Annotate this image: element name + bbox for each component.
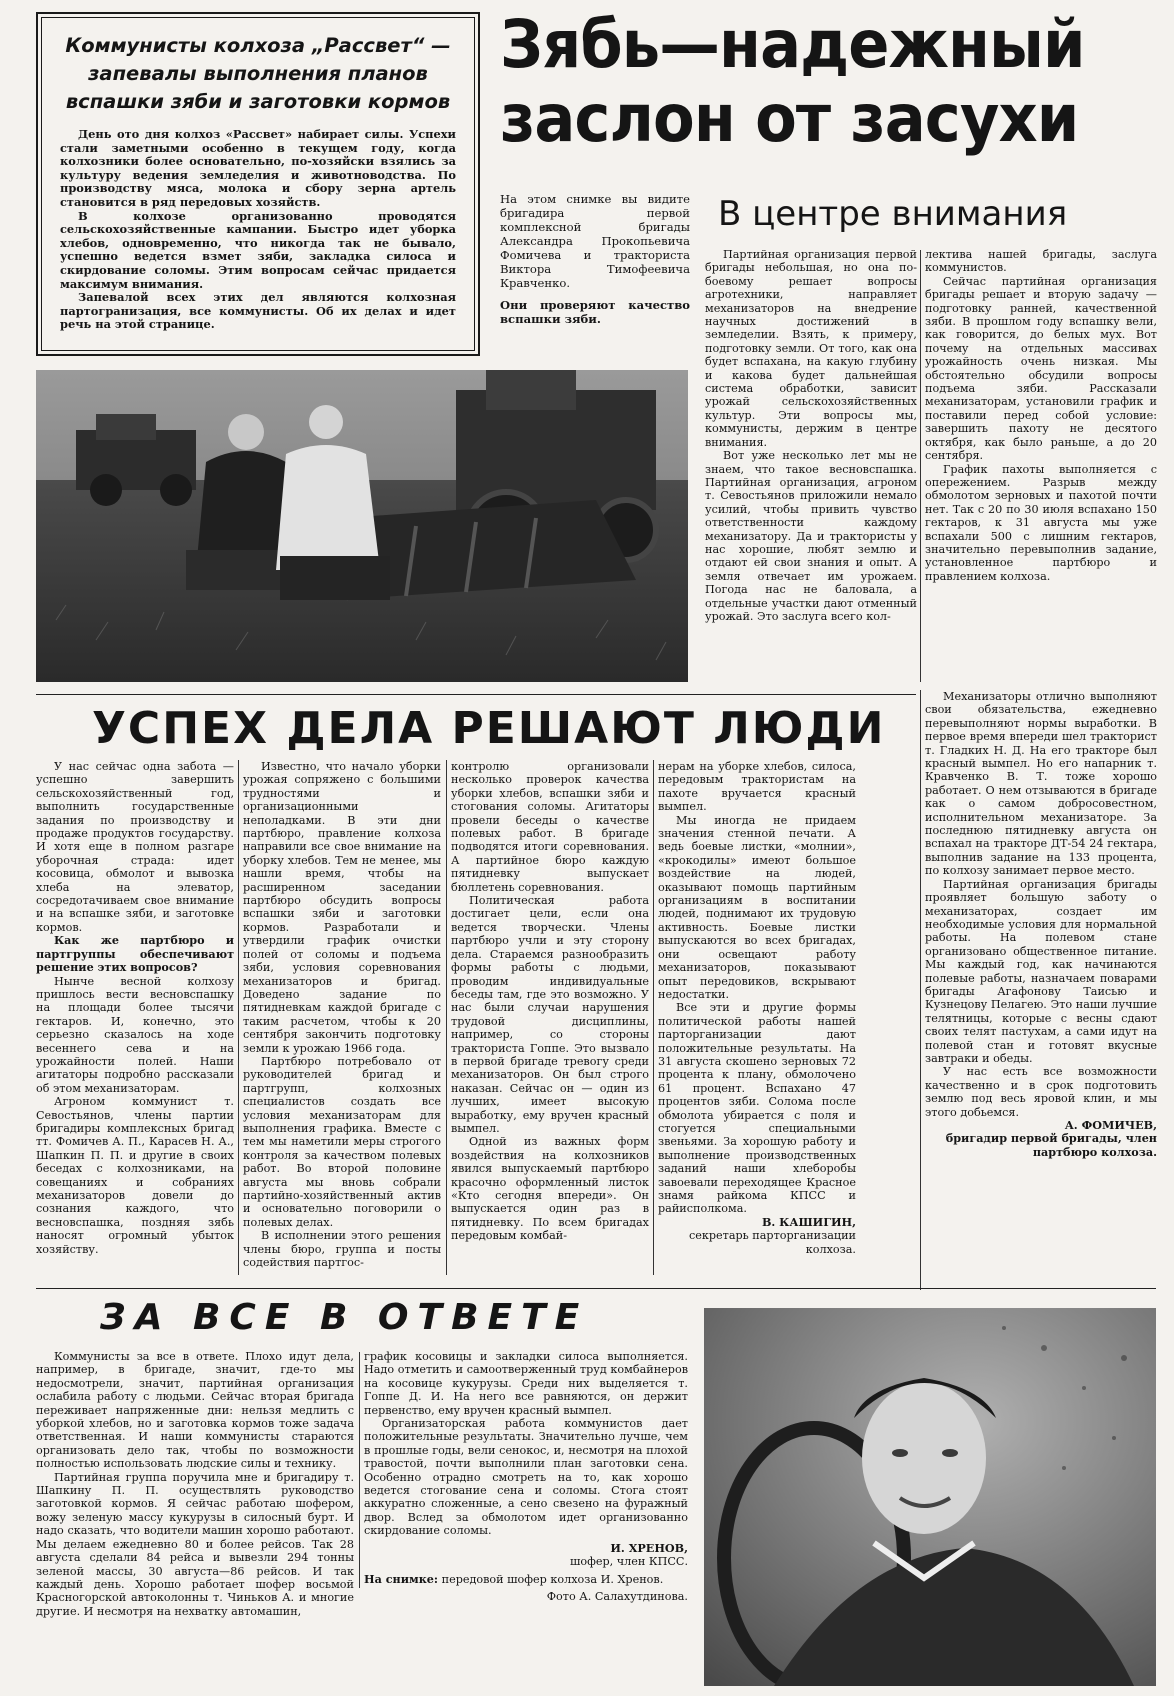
success-signature-title: секретарь партоpганизации колхоза. <box>688 1229 856 1256</box>
photo-note-label: На снимке: <box>364 1571 439 1586</box>
photo-note-text: передовой шофер колхоза И. Хренов. <box>441 1572 664 1586</box>
article-paragraph: Все эти и другие формы политической работы нашей партоpганизации дают положительные результаты. На 31 августа скошено зерновых 72 процента к плану, обмолочено 61 процент. Вспахано 47 процентов зяби. Солома после обмолота убирается с поля и стогуется специальными звеньями. За хорошую работу и выполнение производственных заданий наши хлеборобы завоевали переходящее Красное знамя райкома КПСС и райисполкома. <box>658 1001 856 1216</box>
article-paragraph: Партийная группа поручила мне и бригадиру т. Шапкину П. П. осуществлять руководство заготовкой кормов. Я сейчас работаю шофером, вожу зеленую массу кукурузы в силосный бурт. И надо сказать, что водители машин хорошо работают. Мы делаем ежедневно 80 и более рейсов. Так 28 августа сделали 84 рейса и вывезли 294 тонны зеленой массы, 30 августа—86 рейсов. И так каждый день. Хорошо работает шофер восьмой Красногорской автоколонны т. Чиньков А. и многие другие. И несмотря на нехватку автомашин, <box>36 1470 354 1618</box>
article-paragraph: контролю организовали несколько проверок качества уборки хлебов, вспашки зяби и стогования соломы. Агитаторы провели беседы о качестве полевых работ. В бригаде подводятся итоги соревнования. А партийное бюро каждую пятидневку выпускает бюллетень соревнования. <box>451 760 649 894</box>
photo-caption <box>500 192 690 326</box>
success-column-3 <box>451 760 649 1243</box>
success-signature: В. КАШИГИН, <box>761 1214 856 1229</box>
intro-paragraph: Запевалой всех этих дел являются колхозная партогранизация, все коммунисты. Об их делах и идет речь на этой странице. <box>60 290 456 332</box>
photo-note <box>364 1573 688 1586</box>
article-paragraph: нерам на уборке хлебов, силоса, передовым трактористам на пахоте вручается красный вымпел. <box>658 760 856 814</box>
intro-text <box>60 128 456 332</box>
photo-credit: Фото А. Салахутдинова. <box>546 1589 688 1603</box>
tractor-photo-image <box>36 370 688 682</box>
article-paragraph: Мы иногда не придаем значения стенной печати. А ведь боевые листки, «молнии», «крокодилы» имеют большое воздействие на людей, оказывают помощь партийным организациям в воспитании людей, поднимают их трудовую активность. Боевые листки выпускаются во всех бригадах, они освещают работу механизаторов, показывают опыт передовиков, вскрывают недостатки. <box>658 813 856 1001</box>
article-paragraph: График пахоты выполняется с опережением. Разрыв между обмолотом зерновых и пахотой почти нет. Так с 20 по 30 июля вспахано 150 гектаров, к 31 августа мы уже вспахали 500 с лишним гектаров, значительно перевыполнив задание, установленное партбюро и правлением колхоза. <box>925 462 1157 583</box>
article-paragraph: Агроном коммунист т. Севостьянов, члены партии бригадиры комплексных бригад тт. Фомичев А. П., Карасев Н. А., Шапкин П. П. и другие в своих беседах с колхозниками, на совещаниях и собраниях механизаторов довели до сознания каждого, что весновспашка, поздняя зябь наносят огромный убыток хозяйству. <box>36 1095 234 1256</box>
bottom-column-1 <box>36 1350 354 1618</box>
tractor-photo <box>36 370 688 682</box>
article-paragraph: Механизаторы отлично выполняют свои обязательства, ежедневно перевыполняют нормы выработки. В первое время впереди шел тракторист т. Гладких Н. Д. На его тракторе был красный вымпел. Но его напарник т. Кравченко В. Т. тоже хорошо работает. О нем отзываются в бригаде как о самом добросовестном, исполнительном механизаторе. За последнюю пятидневку августа он вспахал на тракторе ДТ-54 24 гектара, выполнив задание на 133 процента, по колхозу занимает первое место. <box>925 690 1157 878</box>
article-paragraph: Партийная организация первой бригады небольшая, но она по-боевому решает вопросы агротехники, направляет механизаторов на внедрение научных достижений в земледелии. Взять, к примеру, подготовку земли. От того, как она будет вспахана, на какую глубину и какова будет дальнейшая система обработки, зависит урожай сельскохозяйственных культур. Эти вопросы мы, коммунисты, держим в центре внимания. <box>705 248 917 449</box>
article-paragraph: Коммунисты за все в ответе. Плохо идут дела, например, в бригаде, значит, где-то мы недосмотрели, значит, партийная организация ослабила работу с людьми. Сейчас вторая бригада переживает напряженные дни: нельзя медлить с уборкой хлебов, но и заготовка кормов тоже задача ответственная. И наши коммунисты стараются организовать дело так, чтобы по возможности полностью использовать людские силы и технику. <box>36 1350 354 1471</box>
article-paragraph: Сейчас партийная организация бригады решает и вторую задачу — подготовку ранней, качественной зяби. В прошлом году вспашку вели, как говорится, до белых мух. Вот почему на отдельных массивах урожайность очень низкая. Мы обстоятельно обсудили вопросы подъема зяби. Рассказали механизаторам, установили график и поставили перед собой условие: завершить пахоту не десятого октября, как было раньше, а до 20 сентября. <box>925 274 1157 463</box>
article-paragraph: У нас есть все возможности качественно и в срок подготовить землю под весь яровой клин, и мы этого добьемся. <box>925 1065 1157 1119</box>
driver-portrait-photo <box>704 1308 1156 1686</box>
article-paragraph: В исполнении этого решения члены бюро, группа и посты содействия партгос- <box>243 1229 441 1270</box>
article-paragraph: Нынче весной колхозу пришлось вести весновспашку на площади более тысячи гектаров. И, конечно, это серьезно сказалось на ходе весеннего сева и на урожайности полей. Наши агитаторы подробно рассказали об этом механизаторам. <box>36 974 234 1095</box>
article-paragraph: Политическая работа достигает цели, если она ведется творчески. Члены партбюро учли и эту сторону дела. Стараемся разнообразить формы работы с людьми, проводим индивидуальные беседы там, где это возможно. У нас были случаи нарушения трудовой дисциплины, например, со стороны тракториста Гоппе. Это вызвало в первой бригаде тревогу среди механизаторов. Он был строго наказан. Сейчас он — один из лучших, имеет высокую выработку, ему вручен красный вымпел. <box>451 894 649 1135</box>
column-rule <box>359 1352 360 1588</box>
section-divider <box>36 1288 1156 1289</box>
intro-box <box>36 12 480 356</box>
intro-headline: Коммунисты колхоза „Рассвет“ —запевалы выполнения планов вспашки зяби и заготовки кормов <box>65 34 451 113</box>
center-signature-title: бригадир первой бригады, член партбюро колхоза. <box>945 1131 1157 1159</box>
column-rule <box>653 760 654 1275</box>
intro-paragraph: В колхозе организованно проводятся сельскохозяйственные кампании. Быстро идет уборка хлебов, одновременно, что никогда так не бывало, успешно ведется взмет зяби, закладка силоса и скирдование соломы. Этим вопросам сейчас придается максимум внимания. <box>60 208 456 291</box>
center-signature: А. ФОМИЧЕВ, <box>1064 1118 1157 1132</box>
article-paragraph: Как же партбюро и партгруппы обеспечивают решение этих вопросов? <box>36 933 234 975</box>
success-column-2 <box>243 760 441 1269</box>
column-rule <box>920 250 921 682</box>
intro-inner-frame <box>41 17 475 351</box>
section-divider <box>36 694 916 695</box>
photo-caption-bold: Они проверяют качество вспашки зяби. <box>500 298 690 326</box>
bottom-signature: И. ХРЕНОВ, <box>610 1540 688 1555</box>
column-rule <box>446 760 447 1275</box>
intro-paragraph: День ото дня колхоз «Рассвет» набирает силы. Успехи стали заметными особенно в текущем году, когда колхозники более основательно, по-хозяйски взялись за культуру ведения земледелия и животноводства. По производству мяса, молока и сбору зерна артель становится в ряд передовых хозяйств. <box>60 127 456 209</box>
driver-portrait-image <box>704 1308 1156 1686</box>
bottom-headline: ЗА ВСЕ В ОТВЕТЕ <box>100 1297 589 1338</box>
article-paragraph: Партбюро потребовало от руководителей бригад и партгрупп, колхозных специалистов создать все условия механизаторам для выполнения графика. Вместе с тем мы наметили меры строгого контроля за качеством полевых работ. Во второй половине августа мы вновь собрали партийно-хозяйственный актив и основательно поговорили о полевых делах. <box>243 1054 441 1229</box>
article-paragraph: Известно, что начало уборки урожая сопряжено с большими трудностями и организационными неполадками. В эти дни партбюро, правление колхоза направили все свое внимание на уборку хлебов. Тем не менее, мы нашли время, чтобы на расширенном заседании партбюро обсудить вопросы вспашки зяби и заготовки кормов. Разработали и утвердили график очистки полей от соломы и подъема зяби, условия соревнования механизаторов и бригад. Доведено задание по пятидневкам каждой бригаде с таким расчетом, чтобы к 20 сентября закончить подготовку земли к урожаю 1966 года. <box>243 760 441 1055</box>
success-column-4 <box>658 760 856 1256</box>
column-rule <box>238 760 239 1275</box>
center-headline: В центре внимания <box>718 194 1068 234</box>
article-paragraph: У нас сейчас одна забота — успешно завершить сельскохозяйственный год, выполнить государственные задания по производству и продаже продуктов государству. И хотя еще в полном разгаре уборочная страда: идет косовица, обмолот и вывозка хлеба на элеватор, сосредотачиваем свое внимание и на вспашке зяби, и заготовке кормов. <box>36 760 234 934</box>
bottom-signature-title: шофер, член КПСС. <box>569 1555 688 1569</box>
article-paragraph: Партийная организация бригады проявляет большую заботу о механизаторах, создает им необходимые условия для нормальной работы. На полевом стане организовано общественное питание. Мы каждый год, как начинаются полевые работы, назначаем поварами бригады Агафонову Таисью и Кузнецову Пелагею. Это наши лучшие телятницы, которые с весны сдают своих телят пастухам, а сами идут на полевой стан и готовят вкусные завтраки и обеды. <box>925 877 1157 1065</box>
center-column-2 <box>925 248 1157 583</box>
success-column-1 <box>36 760 234 1256</box>
article-paragraph: лектива нашей бригады, заслуга коммунистов. <box>925 248 1157 275</box>
photo-caption-text: На этом снимке вы видите бригадира первой комплексной бригады Александра Прокопьевича Фомичева и тракториста Виктора Тимофеевича Кравченко. <box>500 192 690 290</box>
success-headline: УСПЕХ ДЕЛА РЕШАЮТ ЛЮДИ <box>92 703 886 754</box>
main-headline: Зябь—надежный заслон от засухи <box>500 6 1085 157</box>
center-column-2-continued <box>925 690 1157 1159</box>
column-rule <box>920 690 921 1290</box>
article-paragraph: график косовицы и закладки силоса выполняется. Надо отметить и самоотверженный труд комбайнеров на косовице кукурузы. Среди них выделяется т. Гоппе Д. И. На него все равняются, он держит первенство, ему вручен красный вымпел. <box>364 1350 688 1417</box>
bottom-column-2 <box>364 1350 688 1603</box>
article-paragraph: Вот уже несколько лет мы не знаем, что такое весновспашка. Партийная организация, агроном т. Севостьянов приложили немало усилий, чтобы привить чувство ответственности каждому механизатору. Да и трактористы у нас хорошие, любят землю и отдают ей свои знания и опыт. А земля отвечает им урожаем. Погода нас не баловала, а отдельные участки дают отменный урожай. Это заслуга всего кол- <box>705 449 917 623</box>
article-paragraph: Одной из важных форм воздействия на колхозников явился выпускаемый партбюро красочно оформленный листок «Кто сегодня впереди». Он выпускается один раз в пятидневку. По всем бригадах передовым комбай- <box>451 1135 649 1243</box>
center-column-1 <box>705 248 917 623</box>
article-paragraph: Организаторская работа коммунистов дает положительные результаты. Значительно лучше, чем в прошлые годы, вели сенокос, и, несмотря на плохой травостой, почти выполнили план заготовки сена. Особенно отрадно смотреть на то, как хорошо ведется стогование сена и соломы. Стога стоят аккуратно сложенные, а сено свезено на фуражный двор. Вслед за обмолотом идет организованно скирдование соломы. <box>364 1417 688 1538</box>
